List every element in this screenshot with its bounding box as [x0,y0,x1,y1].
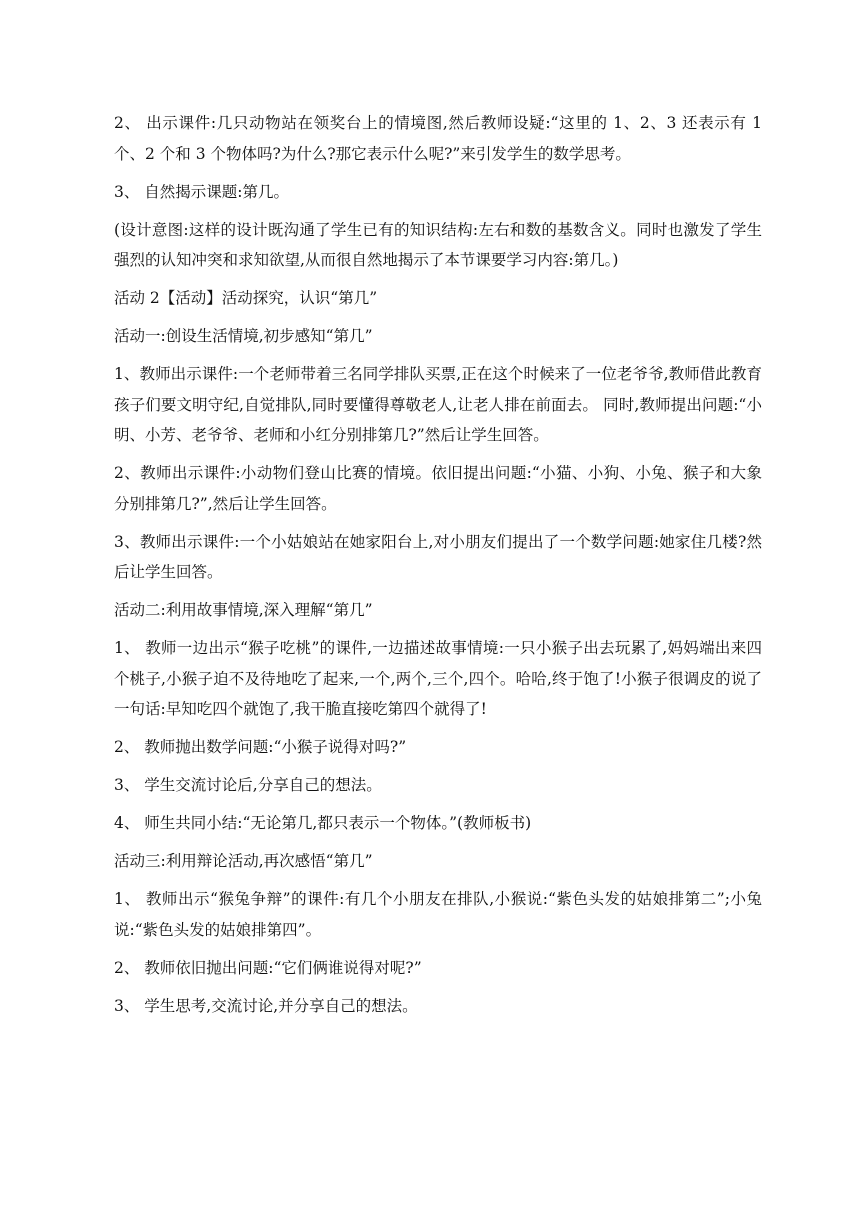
section-heading: 活动 2【活动】活动探究，认识“第几” [114,289,378,307]
paragraph: 3、 学生思考,交流讨论,并分享自己的想法。 [114,996,418,1015]
section-heading: 活动三:利用辩论活动,再次感悟“第几” [114,852,373,870]
paragraph: (设计意图:这样的设计既沟通了学生已有的知识结构:左右和数的基数含义。同时也激发了学生强烈的认知冲突和求知欲望,从而很自然地揭示了本节课要学习内容:第几。) [114,220,762,269]
paragraph: 1、教师出示课件:一个老师带着三名同学排队买票,正在这个时候来了一位老爷爷,教师借此教育孩子们要文明守纪,自觉排队,同时要懂得尊敬老人,让老人排在前面去。 同时,教师提出问题:“小明、小芳、老爷爷、老师和小红分别排第几?”然后让学生回答。 [114,365,762,444]
document-body [114,108,762,1029]
paragraph: 2、教师出示课件:小动物们登山比赛的情境。依旧提出问题:“小猫、小狗、小兔、猴子和大象分别排第几?”,然后让学生回答。 [114,464,762,513]
paragraph: 3、教师出示课件:一个小姑娘站在她家阳台上,对小朋友们提出了一个数学问题:她家住几楼?然后让学生回答。 [114,532,762,581]
paragraph: 4、 师生共同小结:“无论第几,都只表示一个物体。”(教师板书) [114,814,532,832]
paragraph: 2、 出示课件:几只动物站在领奖台上的情境图,然后教师设疑:“这里的 1、2、3 还表示有 1 个、2 个和 3 个物体吗?为什么?那它表示什么呢?”来引发学生的数学思考。 [114,114,762,163]
paragraph: 2、 教师抛出数学问题:“小猴子说得对吗?” [114,738,407,756]
paragraph: 2、 教师依旧抛出问题:“它们俩谁说得对呢?” [114,958,422,977]
paragraph: 1、 教师一边出示“猴子吃桃”的课件,一边描述故事情境:一只小猴子出去玩累了,妈妈端出来四个桃子,小猴子迫不及待地吃了起来,一个,两个,三个,四个。哈哈,终于饱了!小猴子很调皮的说了一句话:早知吃四个就饱了,我干脆直接吃第四个就得了! [114,639,762,718]
section-heading: 活动一:创设生活情境,初步感知“第几” [114,327,373,345]
paragraph: 1、 教师出示“猴兔争辩”的课件:有几个小朋友在排队,小猴说:“紫色头发的姑娘排第二”;小兔说:“紫色头发的姑娘排第四”。 [114,890,762,939]
section-heading: 活动二:利用故事情境,深入理解“第几” [114,601,373,619]
paragraph: 3、 学生交流讨论后,分享自己的想法。 [114,776,382,794]
paragraph: 3、 自然揭示课题:第几。 [114,182,290,201]
